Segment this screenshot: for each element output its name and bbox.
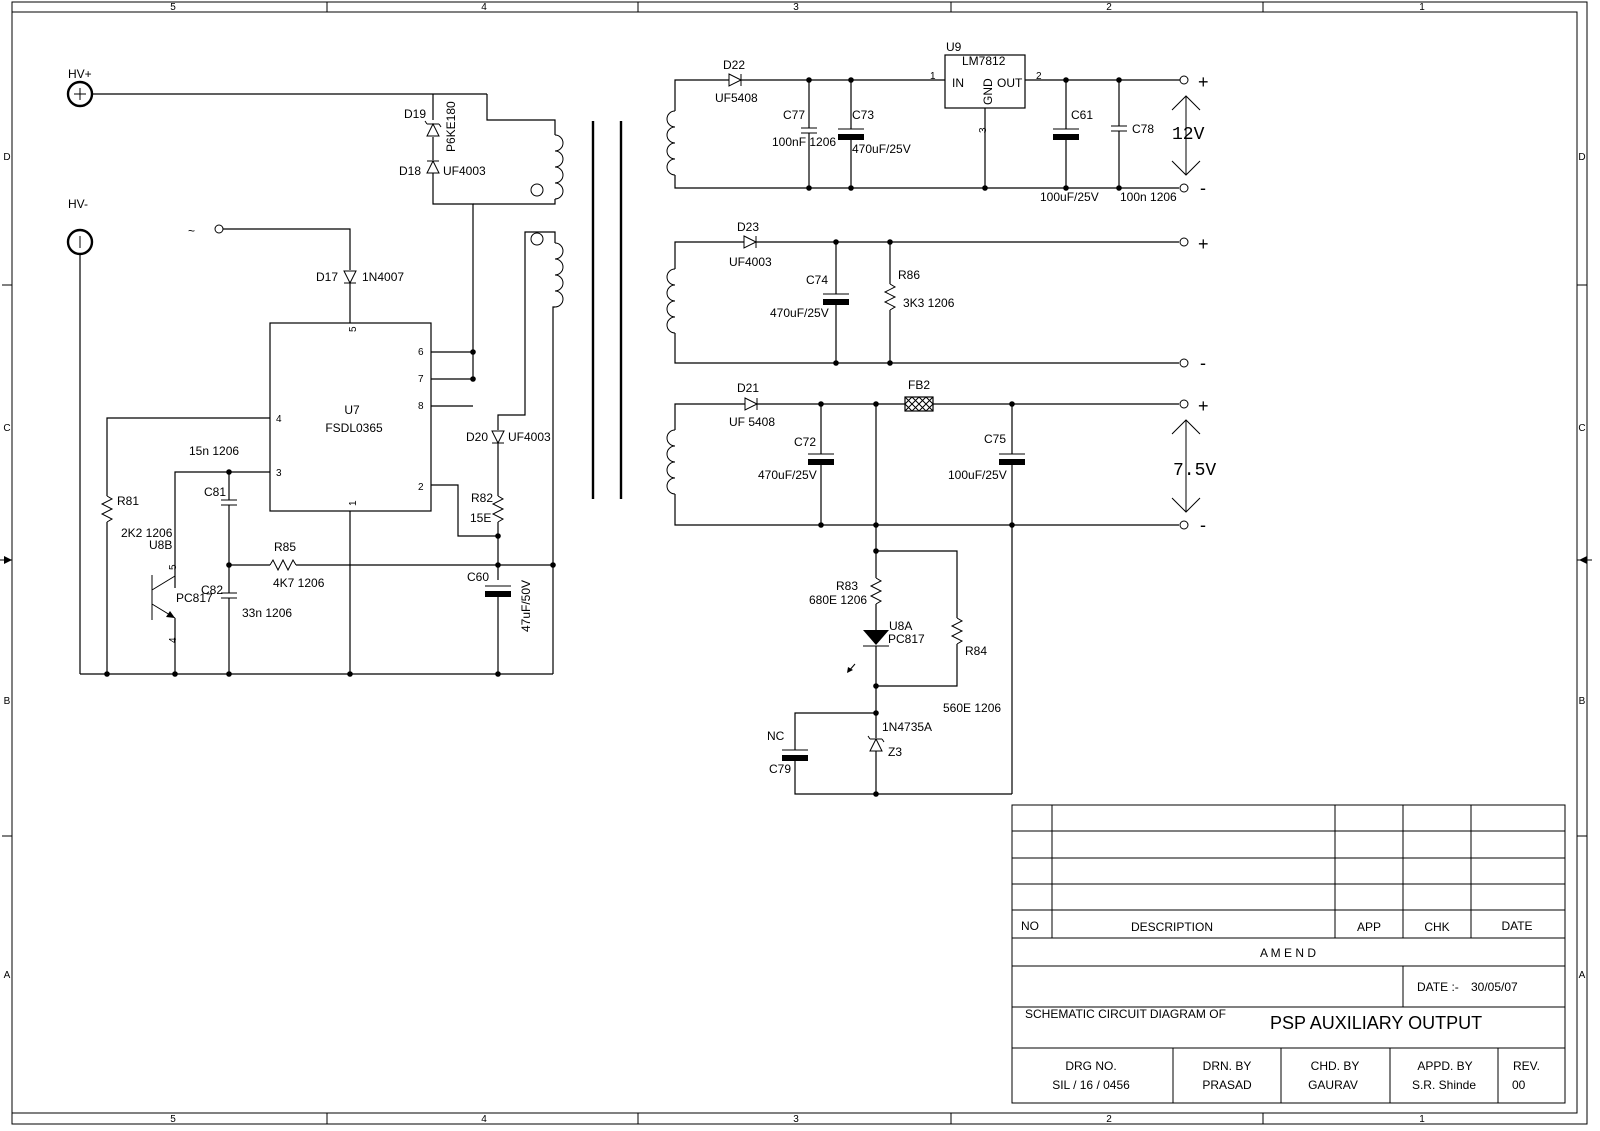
outmid-minus-pin xyxy=(1180,359,1188,367)
amend-header-chk: CHK xyxy=(1424,920,1450,934)
drawing-frame xyxy=(0,2,1592,1124)
col-marker-bottom-3: 3 xyxy=(793,1114,799,1125)
u9-ref: U9 xyxy=(946,40,962,54)
row-marker-right-a: A xyxy=(1578,970,1586,981)
d19-value: P6KE180 xyxy=(444,101,458,152)
u7-pin5: 5 xyxy=(348,326,359,332)
r82-value: 15E xyxy=(470,511,492,525)
chd-by-label: CHD. BY xyxy=(1310,1059,1360,1073)
c74-capacitor xyxy=(823,294,849,305)
d17-diode xyxy=(344,271,356,283)
col-marker-top-4: 4 xyxy=(481,2,487,13)
r84-resistor xyxy=(952,618,962,644)
d18-value: UF4003 xyxy=(443,164,486,178)
z3-zener-diode xyxy=(868,736,884,751)
d21-ref: D21 xyxy=(737,381,760,395)
c61-ref: C61 xyxy=(1071,108,1094,122)
r84-value: 560E 1206 xyxy=(943,701,1002,715)
hv-minus-label: HV- xyxy=(68,197,89,211)
d23-diode xyxy=(744,236,756,248)
row-markers xyxy=(3,152,1585,981)
drg-no-label: DRG NO. xyxy=(1065,1059,1117,1073)
out12-plus-sign: + xyxy=(1198,72,1209,92)
r85-value: 4K7 1206 xyxy=(273,576,325,590)
out12-plus-pin xyxy=(1180,76,1188,84)
c72-ref: C72 xyxy=(794,435,817,449)
hv-plus-terminal xyxy=(68,67,92,106)
c75-ref: C75 xyxy=(984,432,1007,446)
chd-by-value: GAURAV xyxy=(1308,1078,1358,1092)
row-marker-left-b: B xyxy=(3,696,11,707)
u7-pin1: 1 xyxy=(348,500,359,506)
c79-value: NC xyxy=(767,729,785,743)
u7-pin6: 6 xyxy=(418,347,424,358)
r81-resistor xyxy=(102,496,112,522)
fb2-ferrite-bead xyxy=(905,397,933,411)
u9-gnd: GND xyxy=(981,78,995,105)
c60-value: 47uF/50V xyxy=(519,579,533,632)
col-marker-top-1: 1 xyxy=(1419,2,1425,13)
col-marker-bottom-1: 1 xyxy=(1419,1114,1425,1125)
u9-pin3: 3 xyxy=(978,127,989,133)
u8a-ref: U8A xyxy=(889,619,913,633)
c72-capacitor xyxy=(808,454,834,465)
appd-by-value: S.R. Shinde xyxy=(1411,1078,1477,1092)
d23-ref: D23 xyxy=(737,220,760,234)
schematic-of-label: SCHEMATIC CIRCUIT DIAGRAM OF xyxy=(1025,1007,1226,1021)
out75-voltage-label: 7.5V xyxy=(1173,461,1217,481)
r86-value: 3K3 1206 xyxy=(903,296,955,310)
r85-resistor xyxy=(270,560,296,570)
d18-ref: D18 xyxy=(399,164,422,178)
aux-winding xyxy=(555,243,563,307)
u9-pin1: 1 xyxy=(930,71,936,82)
c77-value: 100nF 1206 xyxy=(772,135,837,149)
u9-pin2: 2 xyxy=(1036,71,1042,82)
u7-pin8: 8 xyxy=(418,401,424,412)
r85-ref: R85 xyxy=(274,540,297,554)
c78-value: 100n 1206 xyxy=(1120,190,1177,204)
c74-value: 470uF/25V xyxy=(770,306,829,320)
r83-value: 680E 1206 xyxy=(809,593,868,607)
primary-winding xyxy=(555,135,563,199)
d21-value: UF 5408 xyxy=(729,415,776,429)
outmid-minus-sign: - xyxy=(1200,353,1206,373)
d19-tvs-diode xyxy=(425,121,441,136)
secondary-winding-mid xyxy=(667,269,675,333)
r83-ref: R83 xyxy=(836,579,859,593)
aux-polarity-dot xyxy=(531,233,543,245)
drawing-title: PSP AUXILIARY OUTPUT xyxy=(1270,1013,1483,1033)
output-7v5-circuit xyxy=(667,378,1216,797)
d22-diode xyxy=(729,74,741,86)
appd-by-label: APPD. BY xyxy=(1417,1059,1473,1073)
u7-pin3: 3 xyxy=(276,468,282,479)
amend-header-description: DESCRIPTION xyxy=(1130,920,1214,934)
row-marker-right-d: D xyxy=(1578,152,1586,163)
u8b-phototransistor xyxy=(152,575,175,620)
c75-capacitor xyxy=(999,454,1025,465)
u8b-pin4: 4 xyxy=(168,637,179,643)
row-marker-left-c: C xyxy=(3,423,11,434)
col-marker-bottom-2: 2 xyxy=(1106,1114,1112,1125)
output-mid-circuit xyxy=(667,220,1209,373)
c74-ref: C74 xyxy=(806,273,829,287)
hv-minus-terminal xyxy=(68,197,92,254)
r82-ref: R82 xyxy=(471,491,494,505)
u8b-ref: U8B xyxy=(149,538,173,552)
primary-circuit xyxy=(68,67,621,677)
c73-value: 470uF/25V xyxy=(852,142,911,156)
c82-capacitor xyxy=(221,593,237,598)
u7-pin2: 2 xyxy=(418,482,424,493)
fb2-ref: FB2 xyxy=(908,378,931,392)
c60-capacitor xyxy=(485,586,511,597)
u9-out: OUT xyxy=(997,76,1023,90)
winding-polarity-dot xyxy=(531,184,543,196)
c78-ref: C78 xyxy=(1132,122,1155,136)
date-label: DATE :- xyxy=(1417,980,1459,994)
row-marker-left-d: D xyxy=(3,152,11,163)
r81-value: 2K2 1206 xyxy=(121,526,173,540)
d20-ref: D20 xyxy=(466,430,489,444)
u7-ref: U7 xyxy=(344,403,360,417)
col-marker-top-2: 2 xyxy=(1106,2,1112,13)
c79-capacitor xyxy=(782,750,808,761)
d23-value: UF4003 xyxy=(729,255,772,269)
col-marker-top-3: 3 xyxy=(793,2,799,13)
c82-ref: C82 xyxy=(201,583,224,597)
d17-ref: D17 xyxy=(316,270,339,284)
c78-capacitor xyxy=(1111,126,1127,131)
d22-value: UF5408 xyxy=(715,91,758,105)
r83-resistor xyxy=(871,578,881,604)
r82-resistor xyxy=(493,496,503,522)
d20-diode xyxy=(492,431,504,443)
z3-ref: Z3 xyxy=(888,745,903,759)
c82-value: 33n 1206 xyxy=(242,606,293,620)
c81-capacitor xyxy=(221,500,237,505)
r86-ref: R86 xyxy=(898,268,921,282)
c81-value: 15n 1206 xyxy=(189,444,240,458)
drn-by-value: PRASAD xyxy=(1202,1078,1252,1092)
outmid-plus-sign: + xyxy=(1198,234,1209,254)
rev-label: REV. xyxy=(1513,1059,1540,1073)
secondary-winding-12v xyxy=(667,111,675,175)
d21-diode xyxy=(745,398,757,410)
c77-ref: C77 xyxy=(783,108,806,122)
rev-value: 00 xyxy=(1512,1078,1526,1092)
u8a-optocoupler-led xyxy=(847,630,889,673)
title-block xyxy=(1012,805,1565,1103)
ac-input-pin xyxy=(215,225,223,233)
row-marker-right-c: C xyxy=(1578,423,1586,434)
out12-minus-pin xyxy=(1180,184,1188,192)
d20-value: UF4003 xyxy=(508,430,551,444)
u8b-pin5: 5 xyxy=(168,564,179,570)
c77-capacitor xyxy=(801,128,817,133)
u9-in: IN xyxy=(952,76,964,90)
u7-pin4: 4 xyxy=(276,414,282,425)
amend-header-date: DATE xyxy=(1501,919,1533,933)
r84-ref: R84 xyxy=(965,644,988,658)
col-marker-top-5: 5 xyxy=(170,2,176,13)
d19-ref: D19 xyxy=(404,107,427,121)
secondary-winding-7v5 xyxy=(667,430,675,494)
r86-resistor xyxy=(885,284,895,310)
r81-ref: R81 xyxy=(117,494,140,508)
out12-minus-sign: - xyxy=(1200,178,1206,198)
amend-header-app: APP xyxy=(1356,920,1382,934)
u9-value: LM7812 xyxy=(962,54,1006,68)
out75-plus-pin xyxy=(1180,400,1188,408)
amend-header-no: NO xyxy=(1021,919,1039,933)
drn-by-label: DRN. BY xyxy=(1202,1059,1252,1073)
date-value: 30/05/07 xyxy=(1471,980,1518,994)
column-markers xyxy=(170,2,1425,1125)
c73-ref: C73 xyxy=(852,108,875,122)
u7-value: FSDL0365 xyxy=(325,421,383,435)
drg-no-value: SIL / 16 / 0456 xyxy=(1052,1078,1130,1092)
d17-value: 1N4007 xyxy=(362,270,405,284)
row-marker-right-b: B xyxy=(1578,696,1586,707)
ac-input-label: ~ xyxy=(188,224,196,238)
out75-minus-pin xyxy=(1180,521,1188,529)
output-12v-circuit xyxy=(667,40,1209,204)
c73-capacitor xyxy=(838,129,864,140)
c75-value: 100uF/25V xyxy=(948,468,1007,482)
out75-plus-sign: + xyxy=(1198,396,1209,416)
col-marker-bottom-4: 4 xyxy=(481,1114,487,1125)
u7-fsdl0365 xyxy=(270,323,431,511)
c61-capacitor xyxy=(1053,129,1079,140)
u8b-value: PC817 xyxy=(176,591,213,605)
out12-voltage-label: 12V xyxy=(1172,125,1205,145)
c61-value: 100uF/25V xyxy=(1040,190,1099,204)
u7-pin7: 7 xyxy=(418,374,424,385)
row-marker-left-a: A xyxy=(3,970,11,981)
d18-diode xyxy=(427,161,439,173)
hv-plus-label: HV+ xyxy=(68,67,92,81)
c79-ref: C79 xyxy=(769,762,792,776)
col-marker-bottom-5: 5 xyxy=(170,1114,176,1125)
d22-ref: D22 xyxy=(723,58,746,72)
u8a-value: PC817 xyxy=(888,632,925,646)
amend-caption: A M E N D xyxy=(1259,946,1317,960)
c60-ref: C60 xyxy=(467,570,490,584)
z3-value: 1N4735A xyxy=(882,720,933,734)
c81-ref: C81 xyxy=(204,485,227,499)
c72-value: 470uF/25V xyxy=(758,468,817,482)
outmid-plus-pin xyxy=(1180,238,1188,246)
out75-minus-sign: - xyxy=(1200,515,1206,535)
